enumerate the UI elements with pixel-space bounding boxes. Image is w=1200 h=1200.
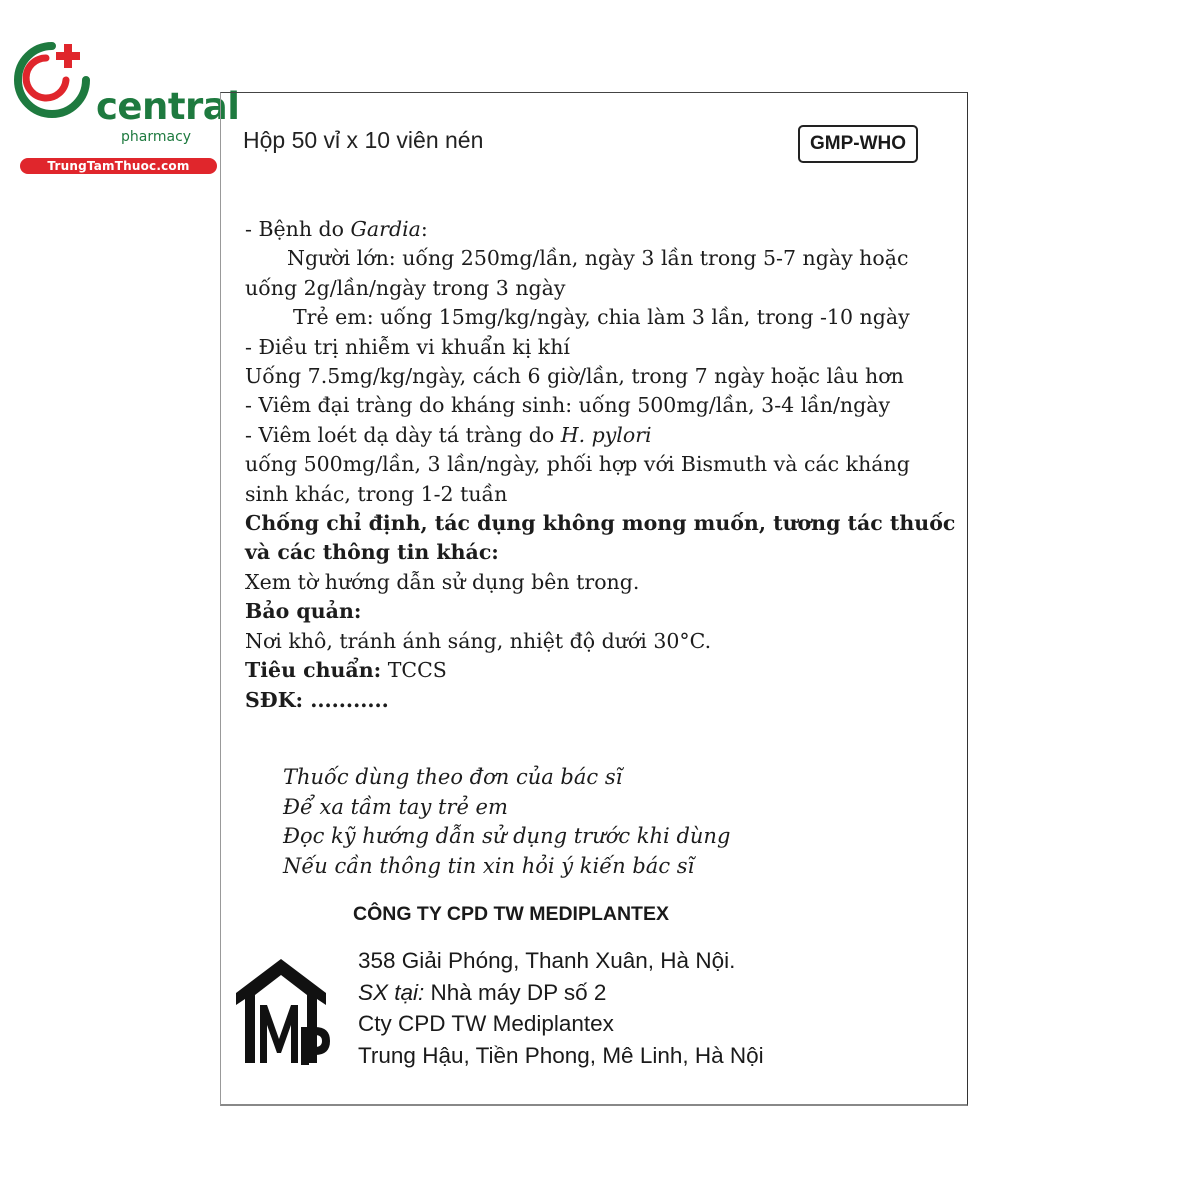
advice-line: Để xa tầm tay trẻ em [283, 794, 508, 819]
colitis-dose: - Viêm đại tràng do kháng sinh: uống 500mg/lần, 3-4 lần/ngày [245, 393, 891, 418]
package-panel [220, 92, 968, 1106]
manufacturer-address-block [358, 945, 764, 1071]
pharmacy-cross-logo-icon [8, 40, 98, 130]
ulcer-heading: - Viêm loét dạ dày tá tràng do H. pylori [245, 422, 652, 447]
pack-size: Hộp 50 vỉ x 10 viên nén [243, 127, 484, 153]
adult-dose-line-2: uống 2g/lần/ngày trong 3 ngày [245, 275, 566, 300]
contraindication-heading-2: và các thông tin khác: [245, 540, 499, 565]
standard-line: Tiêu chuẩn: TCCS [245, 658, 447, 683]
child-dose-line: Trẻ em: uống 15mg/kg/ngày, chia làm 3 lần, trong -10 ngày [293, 305, 910, 330]
brand-name: central [96, 85, 240, 128]
factory-address: Trung Hậu, Tiền Phong, Mê Linh, Hà Nội [358, 1042, 764, 1068]
giardia-heading: - Bệnh do Gardia: [245, 217, 428, 241]
mediplantex-logo-icon [233, 953, 333, 1071]
company-name: CÔNG TY CPD TW MEDIPLANTEX [353, 903, 669, 925]
adult-dose-line: Người lớn: uống 250mg/lần, ngày 3 lần trong 5-7 ngày hoặc [287, 246, 909, 271]
brand-url-badge[interactable]: TrungTamThuoc.com [20, 158, 217, 174]
registration-number: SĐK: ........... [245, 687, 389, 712]
advice-line: Nếu cần thông tin xin hỏi ý kiến bác sĩ [283, 853, 695, 878]
storage-heading: Bảo quản: [245, 599, 362, 624]
ulcer-dose-line: uống 500mg/lần, 3 lần/ngày, phối hợp với Bismuth và các kháng [245, 452, 910, 477]
advice-block [283, 763, 730, 881]
anaerobic-dose: Uống 7.5mg/kg/ngày, cách 6 giờ/lần, trong 7 ngày hoặc lâu hơn [245, 364, 904, 389]
contraindication-heading: Chống chỉ định, tác dụng không mong muốn, tương tác thuốc [245, 511, 956, 536]
made-at-line: SX tại: Nhà máy DP số 2 [358, 979, 607, 1005]
contraindication-text: Xem tờ hướng dẫn sử dụng bên trong. [245, 569, 640, 594]
anaerobic-heading: - Điều trị nhiễm vi khuẩn kị khí [245, 334, 570, 359]
gmp-who-badge: GMP-WHO [798, 125, 918, 163]
brand-logo [8, 40, 240, 173]
storage-text: Nơi khô, tránh ánh sáng, nhiệt độ dưới 30°C. [245, 628, 712, 653]
advice-line: Đọc kỹ hướng dẫn sử dụng trước khi dùng [283, 824, 731, 849]
advice-line: Thuốc dùng theo đơn của bác sĩ [283, 765, 623, 789]
dosage-section [245, 215, 955, 715]
brand-subtitle: pharmacy [121, 129, 192, 145]
ulcer-dose-line-2: sinh khác, trong 1-2 tuần [245, 481, 508, 506]
factory-company: Cty CPD TW Mediplantex [358, 1011, 614, 1037]
company-address: 358 Giải Phóng, Thanh Xuân, Hà Nội. [358, 948, 736, 973]
